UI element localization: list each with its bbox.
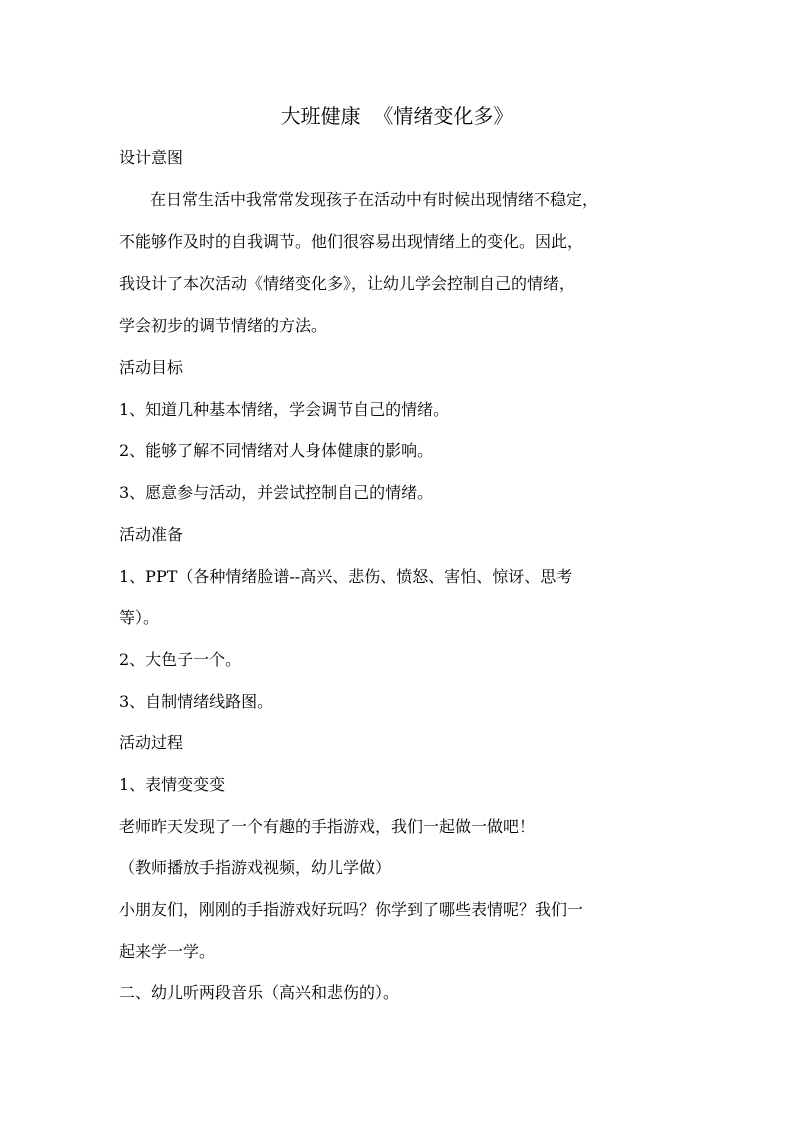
section-heading-design-intent: 设计意图: [119, 148, 184, 167]
paragraph-line: 不能够作及时的自我调节。他们很容易出现情绪上的变化。因此，: [119, 232, 584, 251]
process-text: 小朋友们，刚刚的手指游戏好玩吗？你学到了哪些表情呢？我们一: [119, 900, 584, 919]
section-heading-activity-goals: 活动目标: [119, 358, 184, 377]
goal-item: 2、能够了解不同情绪对人身体健康的影响。: [119, 441, 434, 460]
process-text: 起来学一学。: [119, 942, 216, 961]
process-text: 老师昨天发现了一个有趣的手指游戏，我们一起做一做吧！: [119, 817, 536, 836]
process-text: （教师播放手指游戏视频，幼儿学做）: [119, 858, 392, 877]
preparation-item-continued: 等）。: [119, 608, 160, 627]
paragraph-line: 我设计了本次活动《情绪变化多》，让幼儿学会控制自己的情绪，: [119, 274, 576, 293]
preparation-item: 2、大色子一个。: [119, 650, 242, 669]
paragraph-line: 学会初步的调节情绪的方法。: [119, 316, 328, 335]
section-heading-activity-preparation: 活动准备: [119, 525, 184, 544]
document-title: 大班健康 《情绪变化多》: [280, 104, 514, 128]
process-step: 1、表情变变变: [119, 775, 226, 794]
goal-item: 1、知道几种基本情绪，学会调节自己的情绪。: [119, 400, 450, 419]
paragraph-line: 在日常生活中我常常发现孩子在活动中有时候出现情绪不稳定，: [150, 190, 599, 209]
goal-item: 3、愿意参与活动，并尝试控制自己的情绪。: [119, 483, 434, 502]
preparation-item: 1、PPT（各种情绪脸谱--高兴、悲伤、愤怒、害怕、惊讶、思考: [119, 567, 573, 586]
preparation-item: 3、自制情绪线路图。: [119, 692, 274, 711]
process-step: 二、幼儿听两段音乐（高兴和悲伤的）。: [119, 983, 400, 1002]
section-heading-activity-process: 活动过程: [119, 733, 184, 752]
